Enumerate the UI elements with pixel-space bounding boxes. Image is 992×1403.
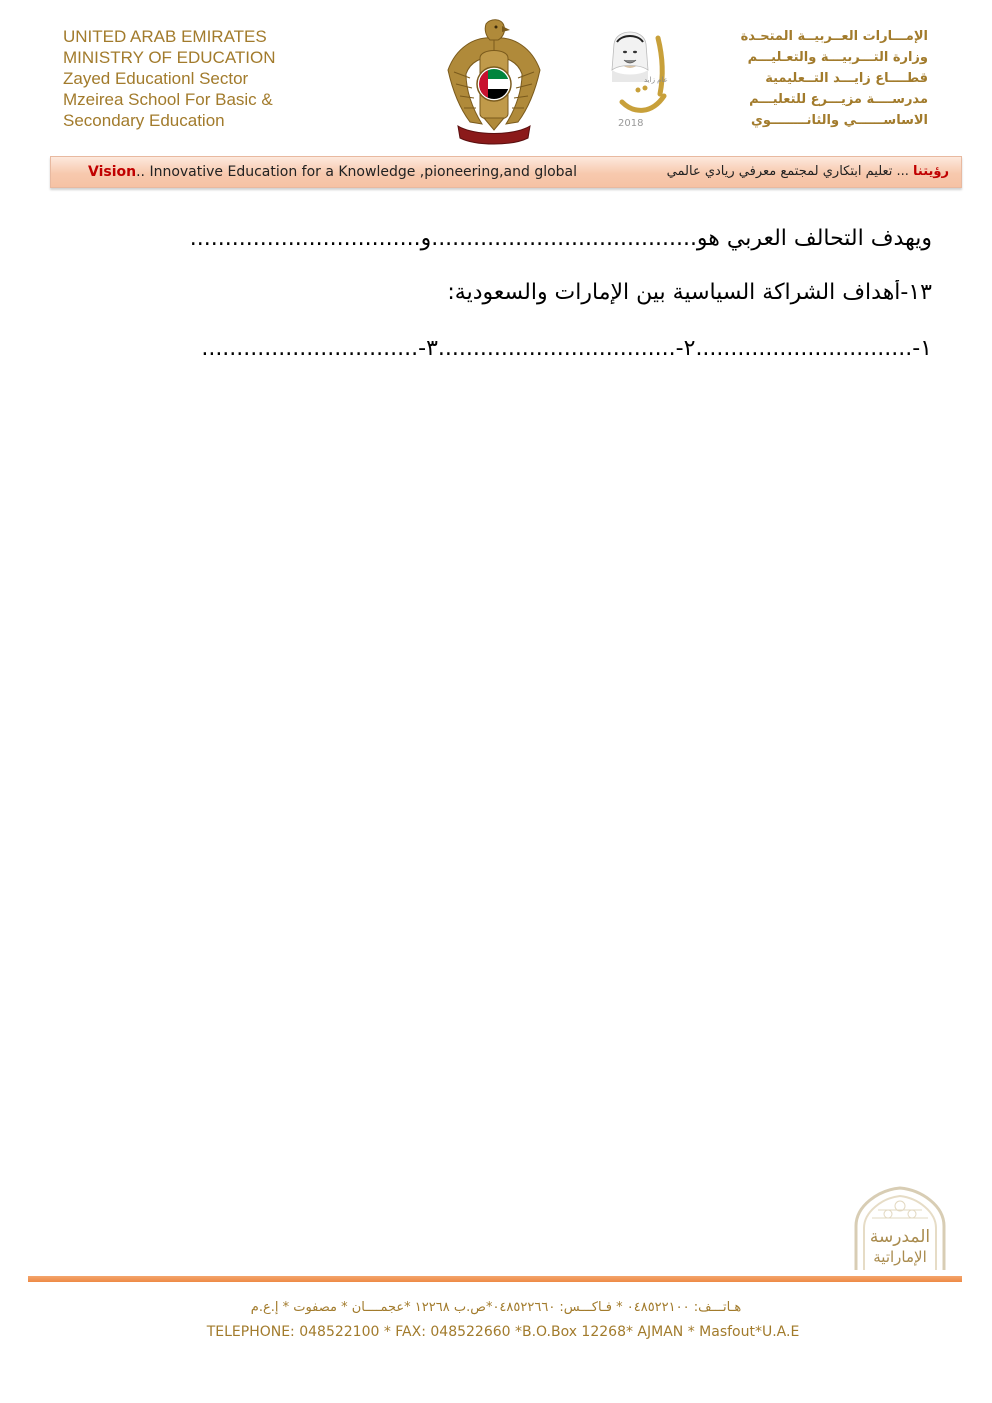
header-en-line: Zayed Educationl Sector: [63, 69, 249, 88]
footer-divider: [28, 1276, 962, 1282]
header-ar-line: الإمـــارات العــربيــة المتحـدة: [740, 29, 928, 44]
school-logo-line2: الإماراتية: [873, 1248, 927, 1266]
header-ar-line: الاساســــــي والثانــــــــوي: [750, 113, 928, 128]
header-arabic-block: [708, 26, 928, 131]
vision-arabic-text: ... تعليم ابتكاري لمجتمع معرفي ريادي عالمي: [666, 164, 914, 179]
header-english-block: [63, 26, 363, 131]
zayed-year-logo-caption: عام زايد: [644, 76, 668, 84]
question-heading-13: ١٣-أهداف الشراكة السياسية بين الإمارات والسعودية:: [447, 280, 932, 305]
vision-arabic: [667, 164, 949, 179]
header-ar-line: مدرســــة مزيـــرع للتعليـــم: [749, 92, 928, 107]
emirati-school-logo-icon: [848, 1186, 952, 1272]
header-en-line: MINISTRY OF EDUCATION: [63, 48, 276, 67]
header-ar-line: قطــــاع زايـــد التــعليمية: [765, 71, 928, 86]
vision-english: [88, 164, 577, 180]
vision-arabic-label: رؤيتنا: [913, 164, 949, 179]
zayed-year-logo-year: 2018: [618, 118, 644, 129]
header-en-line: UNITED ARAB EMIRATES: [63, 27, 267, 46]
vision-banner: [50, 156, 962, 188]
answer-blanks-line: ١-...............................٢-..................................٣-...............................: [201, 336, 932, 361]
uae-emblem-icon: [444, 18, 544, 146]
footer-contact-arabic: هـاتـــف: ٠٤٨٥٢٢١٠٠ * فـاكـــس: ٠٤٨٥٢٢٦٦٠*ص.ب ١٢٢٦٨ *عجمــــان * مصفوت * إ.ع.م: [250, 1300, 742, 1315]
footer-contact-english: TELEPHONE: 048522100 * FAX: 048522660 *B.O.Box 12268* AJMAN * Masfout*U.A.E: [206, 1324, 800, 1340]
header-en-line: Secondary Education: [63, 111, 225, 130]
question-line-arab-coalition: ويهدف التحالف العربي هو......................................و.................................: [189, 226, 932, 251]
zayed-year-logo-icon: [608, 24, 674, 132]
vision-english-label: Vision: [88, 164, 137, 180]
school-logo-line1: المدرسة: [869, 1227, 931, 1247]
header-ar-line: وزارة التـــربيـــة والتعـليـــم: [747, 50, 928, 65]
header-en-line: Mzeirea School For Basic &: [63, 90, 273, 109]
vision-english-text: .. Innovative Education for a Knowledge ,pioneering,and global: [136, 164, 578, 180]
